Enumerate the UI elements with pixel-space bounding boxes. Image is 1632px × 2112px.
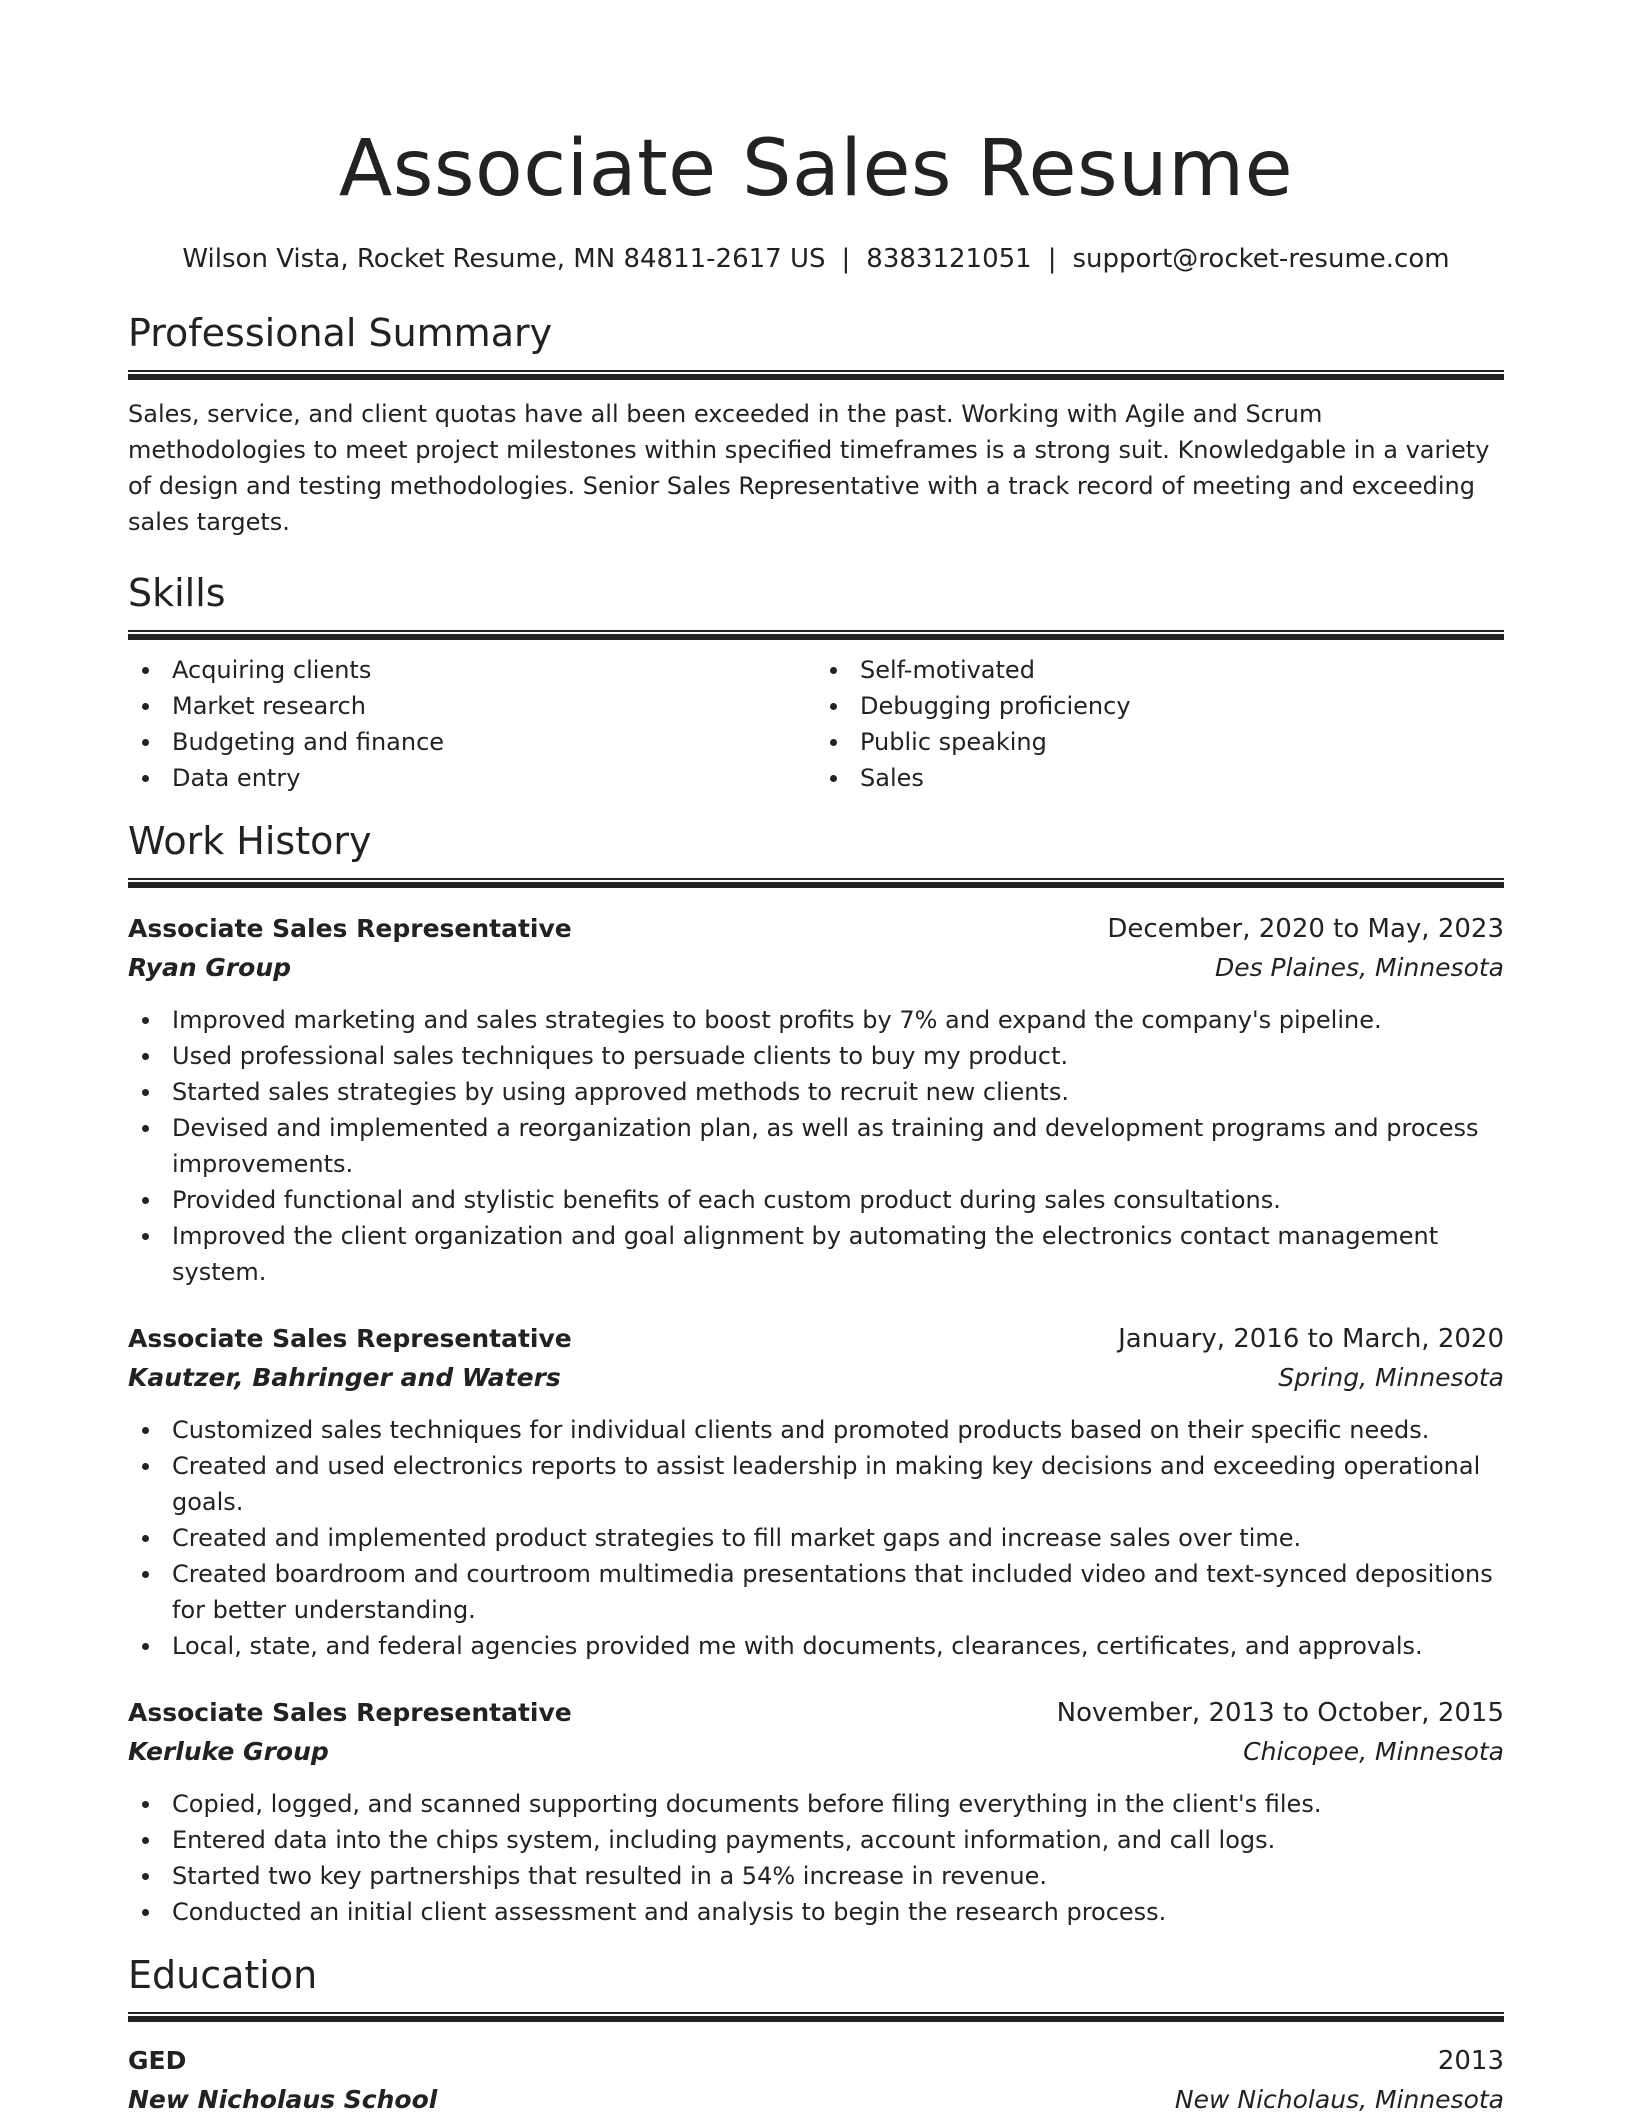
contact-email: support@rocket-resume.com <box>1072 244 1450 274</box>
job-title: Associate Sales Representative <box>128 914 572 943</box>
education-heading: Education <box>128 1953 318 1997</box>
resume-title: Associate Sales Resume <box>338 124 1294 214</box>
job-bullet: Started sales strategies by using approved methods to recruit new clients. <box>128 1074 1504 1110</box>
skills-heading: Skills <box>128 571 226 615</box>
section-divider <box>128 878 1504 888</box>
contact-phone: 8383121051 <box>866 244 1032 274</box>
job-bullet: Improved marketing and sales strategies to boost profits by 7% and expand the company's pipeline. <box>128 1002 1504 1038</box>
job-company: Kautzer, Bahringer and Waters <box>128 1363 561 1392</box>
job-bullet: Created boardroom and courtroom multimedia presentations that included video and text-synced depositions for better understanding. <box>128 1556 1504 1628</box>
job-location: Spring, Minnesota <box>1278 1363 1504 1392</box>
job-entry <box>128 1320 1504 1664</box>
work-history-section <box>128 818 1504 1930</box>
job-company: Kerluke Group <box>128 1737 329 1766</box>
job-bullets <box>128 1412 1504 1664</box>
education-school: New Nicholaus School <box>128 2085 438 2112</box>
skills-columns <box>128 652 1504 796</box>
job-bullet: Used professional sales techniques to persuade clients to buy my product. <box>128 1038 1504 1074</box>
job-bullet: Copied, logged, and scanned supporting documents before filing everything in the client's files. <box>128 1786 1504 1822</box>
job-dates: December, 2020 to May, 2023 <box>1107 914 1504 944</box>
section-divider <box>128 370 1504 380</box>
skill-item: Public speaking <box>816 724 1504 760</box>
job-bullet: Entered data into the chips system, including payments, account information, and call logs. <box>128 1822 1504 1858</box>
skill-item: Data entry <box>128 760 816 796</box>
education-year: 2013 <box>1437 2046 1504 2076</box>
summary-text: Sales, service, and client quotas have all been exceeded in the past. Working with Agile and Scrum methodologies to meet project milestones within specified timeframes is a strong suit. Knowledgable in a variety of design and testing methodologies. Senior Sales Representative with a track record of meeting and exceeding sales targets. <box>128 400 1490 536</box>
section-divider <box>128 630 1504 640</box>
skills-left-list <box>128 652 816 796</box>
job-bullets <box>128 1002 1504 1290</box>
summary-section <box>128 310 1504 540</box>
work-history-heading: Work History <box>128 819 372 863</box>
contact-separator: | <box>1047 244 1057 274</box>
job-bullet: Customized sales techniques for individual clients and promoted products based on their specific needs. <box>128 1412 1504 1448</box>
job-bullet: Improved the client organization and goal alignment by automating the electronics contact management system. <box>128 1218 1504 1290</box>
contact-separator: | <box>841 244 851 274</box>
skill-item: Budgeting and finance <box>128 724 816 760</box>
section-divider <box>128 2012 1504 2022</box>
education-section <box>128 1952 1504 2112</box>
job-location: Chicopee, Minnesota <box>1243 1737 1504 1766</box>
education-entry <box>128 2042 1504 2112</box>
education-degree: GED <box>128 2046 187 2075</box>
job-entry <box>128 1694 1504 1930</box>
job-bullet: Created and implemented product strategies to fill market gaps and increase sales over time. <box>128 1520 1504 1556</box>
job-title: Associate Sales Representative <box>128 1698 572 1727</box>
contact-line <box>128 242 1504 276</box>
job-title: Associate Sales Representative <box>128 1324 572 1353</box>
job-entry <box>128 910 1504 1290</box>
job-dates: January, 2016 to March, 2020 <box>1118 1324 1504 1354</box>
contact-address: Wilson Vista, Rocket Resume, MN 84811-2617 US <box>182 244 826 274</box>
job-location: Des Plaines, Minnesota <box>1214 953 1504 982</box>
skills-section <box>128 570 1504 796</box>
skill-item: Acquiring clients <box>128 652 816 688</box>
skill-item: Debugging proficiency <box>816 688 1504 724</box>
job-bullets <box>128 1786 1504 1930</box>
job-bullet: Conducted an initial client assessment and analysis to begin the research process. <box>128 1894 1504 1930</box>
job-bullet: Devised and implemented a reorganization plan, as well as training and development programs and process improvements. <box>128 1110 1504 1182</box>
job-company: Ryan Group <box>128 953 292 982</box>
job-bullet: Local, state, and federal agencies provided me with documents, clearances, certificates, and approvals. <box>128 1628 1504 1664</box>
job-bullet: Provided functional and stylistic benefits of each custom product during sales consultations. <box>128 1182 1504 1218</box>
skills-right-list <box>816 652 1504 796</box>
job-dates: November, 2013 to October, 2015 <box>1056 1698 1504 1728</box>
skill-item: Sales <box>816 760 1504 796</box>
skill-item: Market research <box>128 688 816 724</box>
job-bullet: Started two key partnerships that resulted in a 54% increase in revenue. <box>128 1858 1504 1894</box>
education-location: New Nicholaus, Minnesota <box>1174 2085 1504 2112</box>
skill-item: Self-motivated <box>816 652 1504 688</box>
summary-heading: Professional Summary <box>128 311 553 355</box>
job-bullet: Created and used electronics reports to assist leadership in making key decisions and exceeding operational goals. <box>128 1448 1504 1520</box>
